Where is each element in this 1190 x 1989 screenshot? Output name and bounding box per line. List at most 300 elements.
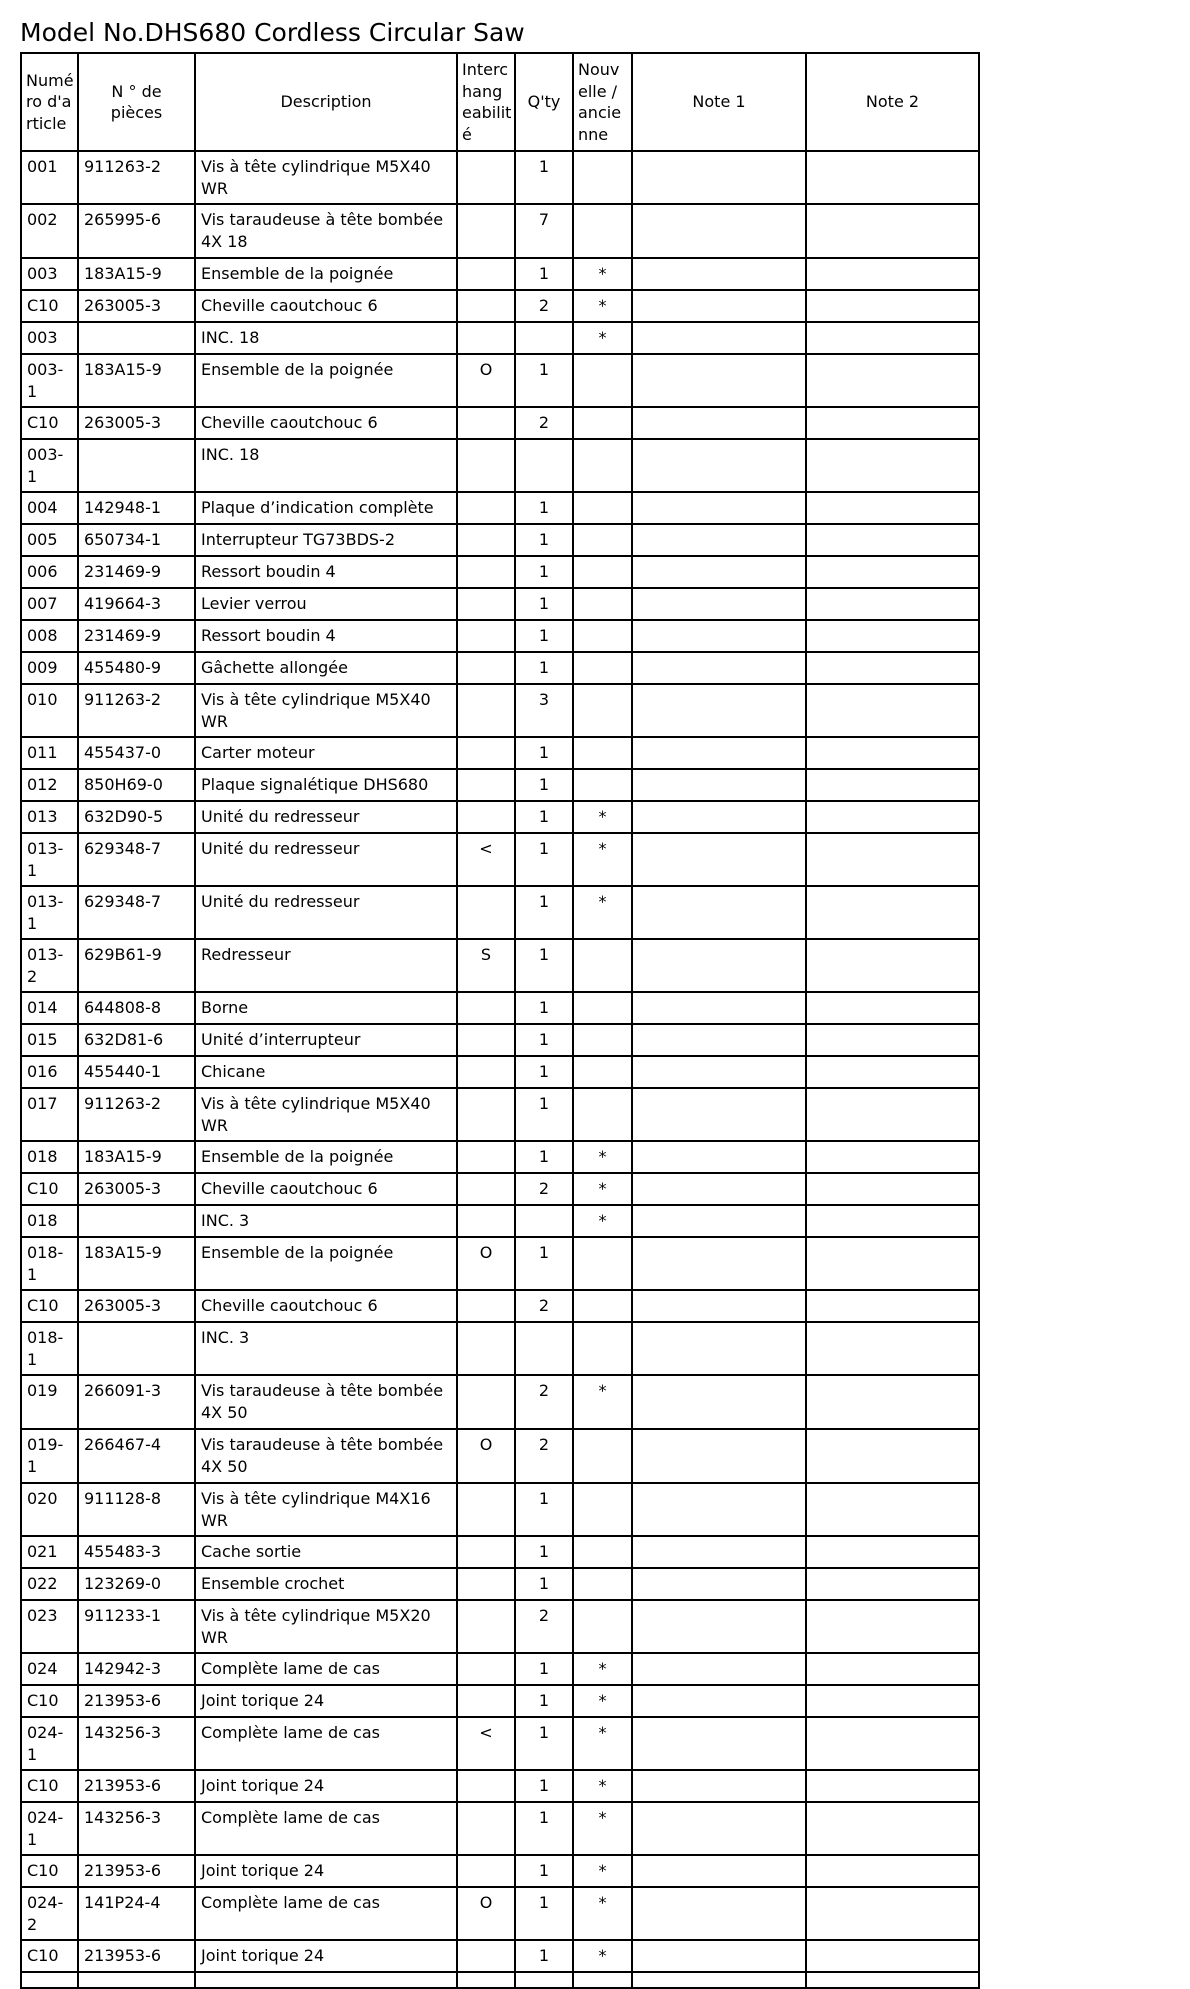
cell-item-number: 020 — [21, 1483, 78, 1536]
cell-part-number — [78, 1205, 195, 1237]
cell-note-1 — [632, 1205, 806, 1237]
cell-quantity: 1 — [515, 801, 573, 833]
cell-new-old — [573, 1429, 632, 1483]
cell-new-old: * — [573, 1802, 632, 1855]
cell-description: Ensemble de la poignée — [195, 1141, 457, 1173]
cell-new-old — [573, 588, 632, 620]
cell-quantity: 1 — [515, 1770, 573, 1802]
cell-interchangeability — [457, 1653, 515, 1685]
cell-part-number: 183A15-9 — [78, 1237, 195, 1290]
cell-item-number: 001 — [21, 151, 78, 204]
cell-part-number: 263005-3 — [78, 290, 195, 322]
cell-new-old — [573, 439, 632, 492]
cell-part-number: 263005-3 — [78, 1290, 195, 1322]
cell-quantity: 1 — [515, 1653, 573, 1685]
cell-quantity — [515, 1205, 573, 1237]
table-row — [21, 652, 979, 684]
table-row — [21, 1568, 979, 1600]
cell-interchangeability — [457, 1088, 515, 1141]
empty-cell — [806, 1972, 979, 1988]
cell-description: Ensemble de la poignée — [195, 1237, 457, 1290]
cell-new-old — [573, 1600, 632, 1653]
cell-item-number: 018-1 — [21, 1322, 78, 1375]
cell-description: Complète lame de cas — [195, 1802, 457, 1855]
cell-quantity: 2 — [515, 407, 573, 439]
cell-new-old — [573, 684, 632, 737]
cell-item-number: 017 — [21, 1088, 78, 1141]
table-row — [21, 1056, 979, 1088]
cell-description: INC. 3 — [195, 1205, 457, 1237]
cell-new-old: * — [573, 1940, 632, 1972]
cell-note-1 — [632, 290, 806, 322]
table-header-row — [21, 53, 979, 151]
cell-description: Borne — [195, 992, 457, 1024]
cell-part-number: 911233-1 — [78, 1600, 195, 1653]
cell-note-1 — [632, 258, 806, 290]
cell-note-1 — [632, 737, 806, 769]
cell-part-number: 142942-3 — [78, 1653, 195, 1685]
table-row — [21, 886, 979, 939]
table-row — [21, 1322, 979, 1375]
cell-note-2 — [806, 151, 979, 204]
empty-cell — [573, 1972, 632, 1988]
table-row — [21, 492, 979, 524]
cell-part-number: 911128-8 — [78, 1483, 195, 1536]
cell-quantity: 2 — [515, 1290, 573, 1322]
cell-part-number: 141P24-4 — [78, 1887, 195, 1940]
cell-part-number: 213953-6 — [78, 1855, 195, 1887]
cell-interchangeability — [457, 588, 515, 620]
cell-item-number: C10 — [21, 1685, 78, 1717]
cell-note-1 — [632, 556, 806, 588]
cell-part-number: 143256-3 — [78, 1717, 195, 1770]
cell-note-2 — [806, 1887, 979, 1940]
cell-note-1 — [632, 524, 806, 556]
cell-description: Ensemble de la poignée — [195, 354, 457, 407]
cell-new-old — [573, 407, 632, 439]
cell-interchangeability: O — [457, 1429, 515, 1483]
cell-item-number: 003 — [21, 322, 78, 354]
cell-description: Vis taraudeuse à tête bombée 4X 50 — [195, 1375, 457, 1429]
cell-note-1 — [632, 684, 806, 737]
cell-interchangeability — [457, 1375, 515, 1429]
cell-interchangeability — [457, 407, 515, 439]
cell-quantity: 1 — [515, 1141, 573, 1173]
cell-note-2 — [806, 1088, 979, 1141]
table-row — [21, 620, 979, 652]
cell-item-number: 018 — [21, 1141, 78, 1173]
cell-note-2 — [806, 322, 979, 354]
table-row — [21, 1802, 979, 1855]
cell-part-number: 629348-7 — [78, 833, 195, 886]
empty-cell — [457, 1972, 515, 1988]
table-row — [21, 1290, 979, 1322]
cell-interchangeability — [457, 684, 515, 737]
cell-quantity: 1 — [515, 1887, 573, 1940]
cell-description: Ressort boudin 4 — [195, 620, 457, 652]
table-row — [21, 1141, 979, 1173]
cell-quantity: 1 — [515, 1717, 573, 1770]
cell-note-1 — [632, 204, 806, 258]
cell-note-2 — [806, 1685, 979, 1717]
cell-part-number: 629B61-9 — [78, 939, 195, 992]
cell-new-old: * — [573, 801, 632, 833]
cell-part-number: 455483-3 — [78, 1536, 195, 1568]
cell-item-number: 003-1 — [21, 439, 78, 492]
header-part-number: N ° de pièces — [78, 53, 195, 151]
cell-interchangeability: S — [457, 939, 515, 992]
cell-item-number: 013-2 — [21, 939, 78, 992]
cell-description: Vis à tête cylindrique M5X40 WR — [195, 151, 457, 204]
cell-interchangeability — [457, 1685, 515, 1717]
cell-note-2 — [806, 1653, 979, 1685]
cell-part-number: 266091-3 — [78, 1375, 195, 1429]
cell-quantity: 1 — [515, 151, 573, 204]
cell-new-old: * — [573, 1887, 632, 1940]
cell-note-1 — [632, 1375, 806, 1429]
cell-interchangeability: O — [457, 1237, 515, 1290]
cell-quantity: 1 — [515, 886, 573, 939]
cell-note-1 — [632, 1536, 806, 1568]
cell-interchangeability: < — [457, 1717, 515, 1770]
cell-interchangeability: O — [457, 1887, 515, 1940]
cell-description: Chicane — [195, 1056, 457, 1088]
cell-note-2 — [806, 1290, 979, 1322]
cell-item-number: C10 — [21, 1770, 78, 1802]
cell-item-number: 006 — [21, 556, 78, 588]
cell-quantity: 1 — [515, 1855, 573, 1887]
cell-description: Unité du redresseur — [195, 886, 457, 939]
cell-item-number: 016 — [21, 1056, 78, 1088]
cell-note-1 — [632, 492, 806, 524]
cell-new-old: * — [573, 322, 632, 354]
cell-description: Cheville caoutchouc 6 — [195, 407, 457, 439]
cell-new-old — [573, 1568, 632, 1600]
header-new-old: Nouvelle / ancienne — [573, 53, 632, 151]
cell-note-1 — [632, 1290, 806, 1322]
cell-quantity: 1 — [515, 524, 573, 556]
cell-quantity: 1 — [515, 833, 573, 886]
cell-note-2 — [806, 992, 979, 1024]
table-row — [21, 439, 979, 492]
cell-quantity: 1 — [515, 492, 573, 524]
cell-description: Carter moteur — [195, 737, 457, 769]
cell-quantity: 1 — [515, 737, 573, 769]
cell-new-old: * — [573, 1173, 632, 1205]
table-row — [21, 1483, 979, 1536]
table-row — [21, 1024, 979, 1056]
cell-quantity: 1 — [515, 769, 573, 801]
cell-note-1 — [632, 833, 806, 886]
cell-item-number: 024-1 — [21, 1802, 78, 1855]
cell-quantity: 1 — [515, 1536, 573, 1568]
cell-interchangeability — [457, 322, 515, 354]
cell-part-number: 263005-3 — [78, 1173, 195, 1205]
cell-interchangeability — [457, 1141, 515, 1173]
cell-interchangeability — [457, 258, 515, 290]
cell-description: Gâchette allongée — [195, 652, 457, 684]
cell-new-old — [573, 492, 632, 524]
cell-quantity: 2 — [515, 1173, 573, 1205]
cell-item-number: 008 — [21, 620, 78, 652]
cell-quantity — [515, 439, 573, 492]
table-row — [21, 1855, 979, 1887]
table-row — [21, 151, 979, 204]
cell-note-1 — [632, 886, 806, 939]
cell-item-number: 018-1 — [21, 1237, 78, 1290]
cell-description: Complète lame de cas — [195, 1717, 457, 1770]
cell-new-old — [573, 992, 632, 1024]
cell-note-1 — [632, 439, 806, 492]
cell-description: Plaque signalétique DHS680 — [195, 769, 457, 801]
cell-new-old: * — [573, 258, 632, 290]
cell-interchangeability — [457, 992, 515, 1024]
cell-interchangeability — [457, 1024, 515, 1056]
cell-interchangeability: < — [457, 833, 515, 886]
cell-note-1 — [632, 1322, 806, 1375]
cell-part-number: 263005-3 — [78, 407, 195, 439]
table-row — [21, 204, 979, 258]
cell-description: Redresseur — [195, 939, 457, 992]
cell-item-number: 013 — [21, 801, 78, 833]
cell-description: Ensemble de la poignée — [195, 258, 457, 290]
cell-item-number: 013-1 — [21, 833, 78, 886]
cell-note-1 — [632, 1429, 806, 1483]
cell-interchangeability — [457, 492, 515, 524]
cell-note-1 — [632, 1237, 806, 1290]
cell-interchangeability: O — [457, 354, 515, 407]
cell-interchangeability — [457, 439, 515, 492]
cell-note-2 — [806, 354, 979, 407]
cell-quantity: 1 — [515, 620, 573, 652]
cell-quantity — [515, 322, 573, 354]
cell-note-2 — [806, 684, 979, 737]
cell-description: Complète lame de cas — [195, 1887, 457, 1940]
cell-note-1 — [632, 1802, 806, 1855]
cell-note-2 — [806, 556, 979, 588]
cell-note-2 — [806, 939, 979, 992]
cell-new-old — [573, 354, 632, 407]
cell-description: Cheville caoutchouc 6 — [195, 1290, 457, 1322]
table-row — [21, 354, 979, 407]
table-row — [21, 407, 979, 439]
cell-item-number: 014 — [21, 992, 78, 1024]
cell-item-number: 009 — [21, 652, 78, 684]
cell-quantity: 1 — [515, 992, 573, 1024]
cell-note-2 — [806, 407, 979, 439]
cell-note-2 — [806, 1940, 979, 1972]
table-row — [21, 833, 979, 886]
cell-description: INC. 18 — [195, 439, 457, 492]
cell-quantity: 1 — [515, 556, 573, 588]
table-row — [21, 290, 979, 322]
table-row — [21, 992, 979, 1024]
table-row — [21, 1205, 979, 1237]
cell-description: Cheville caoutchouc 6 — [195, 290, 457, 322]
cell-item-number: 010 — [21, 684, 78, 737]
cell-item-number: 019-1 — [21, 1429, 78, 1483]
cell-new-old — [573, 620, 632, 652]
cell-note-1 — [632, 1653, 806, 1685]
cell-note-1 — [632, 151, 806, 204]
cell-note-1 — [632, 1600, 806, 1653]
cell-quantity: 7 — [515, 204, 573, 258]
cell-note-1 — [632, 801, 806, 833]
cell-note-2 — [806, 1322, 979, 1375]
cell-quantity: 2 — [515, 1429, 573, 1483]
cell-item-number: 013-1 — [21, 886, 78, 939]
cell-note-1 — [632, 939, 806, 992]
table-row — [21, 1940, 979, 1972]
cell-description: INC. 3 — [195, 1322, 457, 1375]
cell-description: INC. 18 — [195, 322, 457, 354]
cell-note-2 — [806, 1429, 979, 1483]
table-row — [21, 322, 979, 354]
cell-part-number: 644808-8 — [78, 992, 195, 1024]
cell-note-2 — [806, 652, 979, 684]
cell-quantity: 1 — [515, 1237, 573, 1290]
cell-item-number: 011 — [21, 737, 78, 769]
cell-note-1 — [632, 1056, 806, 1088]
cell-new-old: * — [573, 1855, 632, 1887]
cell-quantity: 1 — [515, 258, 573, 290]
table-row — [21, 1375, 979, 1429]
cell-interchangeability — [457, 769, 515, 801]
cell-item-number: 023 — [21, 1600, 78, 1653]
cell-new-old: * — [573, 1717, 632, 1770]
empty-cell — [78, 1972, 195, 1988]
cell-part-number: 142948-1 — [78, 492, 195, 524]
cell-item-number: 022 — [21, 1568, 78, 1600]
table-row — [21, 1717, 979, 1770]
cell-note-1 — [632, 354, 806, 407]
cell-description: Cheville caoutchouc 6 — [195, 1173, 457, 1205]
cell-note-2 — [806, 1205, 979, 1237]
cell-quantity: 3 — [515, 684, 573, 737]
cell-interchangeability — [457, 1173, 515, 1205]
cell-new-old — [573, 1056, 632, 1088]
cell-note-2 — [806, 290, 979, 322]
cell-note-1 — [632, 769, 806, 801]
cell-item-number: 024-2 — [21, 1887, 78, 1940]
cell-note-2 — [806, 1770, 979, 1802]
table-row — [21, 1088, 979, 1141]
cell-interchangeability — [457, 620, 515, 652]
cell-quantity: 1 — [515, 1088, 573, 1141]
cell-interchangeability — [457, 1205, 515, 1237]
cell-quantity: 1 — [515, 652, 573, 684]
cell-item-number: 002 — [21, 204, 78, 258]
cell-description: Joint torique 24 — [195, 1685, 457, 1717]
cell-item-number: 003 — [21, 258, 78, 290]
cell-interchangeability — [457, 1568, 515, 1600]
cell-new-old: * — [573, 1141, 632, 1173]
cell-new-old: * — [573, 833, 632, 886]
table-row — [21, 556, 979, 588]
cell-item-number: 003-1 — [21, 354, 78, 407]
table-body — [21, 151, 979, 1988]
cell-part-number: 632D90-5 — [78, 801, 195, 833]
cell-description: Vis taraudeuse à tête bombée 4X 50 — [195, 1429, 457, 1483]
cell-quantity: 1 — [515, 1685, 573, 1717]
table-row — [21, 1536, 979, 1568]
cell-new-old — [573, 1290, 632, 1322]
cell-new-old — [573, 151, 632, 204]
header-description: Description — [195, 53, 457, 151]
cell-note-2 — [806, 801, 979, 833]
cell-note-1 — [632, 1887, 806, 1940]
cell-note-2 — [806, 737, 979, 769]
table-row — [21, 1237, 979, 1290]
cell-item-number: C10 — [21, 1855, 78, 1887]
cell-note-2 — [806, 1375, 979, 1429]
cell-note-2 — [806, 1717, 979, 1770]
cell-note-1 — [632, 322, 806, 354]
cell-item-number: C10 — [21, 1940, 78, 1972]
cell-quantity: 1 — [515, 1483, 573, 1536]
cell-interchangeability — [457, 1536, 515, 1568]
cell-note-1 — [632, 1685, 806, 1717]
cell-part-number: 650734-1 — [78, 524, 195, 556]
cell-interchangeability — [457, 1855, 515, 1887]
cell-note-1 — [632, 992, 806, 1024]
cell-part-number: 632D81-6 — [78, 1024, 195, 1056]
cell-item-number: C10 — [21, 290, 78, 322]
cell-description: Unité d’interrupteur — [195, 1024, 457, 1056]
header-interchangeability: Interchangeabilité — [457, 53, 515, 151]
cell-part-number: 455440-1 — [78, 1056, 195, 1088]
cell-part-number: 183A15-9 — [78, 258, 195, 290]
table-row — [21, 588, 979, 620]
cell-note-2 — [806, 1802, 979, 1855]
cell-item-number: 019 — [21, 1375, 78, 1429]
cell-description: Joint torique 24 — [195, 1770, 457, 1802]
header-note-2: Note 2 — [806, 53, 979, 151]
cell-note-2 — [806, 1600, 979, 1653]
cell-note-2 — [806, 1855, 979, 1887]
cell-note-1 — [632, 1024, 806, 1056]
cell-note-2 — [806, 588, 979, 620]
cell-note-1 — [632, 407, 806, 439]
cell-note-1 — [632, 1088, 806, 1141]
cell-quantity: 1 — [515, 939, 573, 992]
cell-part-number: 850H69-0 — [78, 769, 195, 801]
cell-item-number: C10 — [21, 1290, 78, 1322]
cell-note-2 — [806, 524, 979, 556]
cell-interchangeability — [457, 290, 515, 322]
cell-part-number: 629348-7 — [78, 886, 195, 939]
table-row — [21, 524, 979, 556]
cell-part-number: 123269-0 — [78, 1568, 195, 1600]
cell-note-2 — [806, 439, 979, 492]
cell-note-1 — [632, 1568, 806, 1600]
table-row — [21, 737, 979, 769]
cell-interchangeability — [457, 1483, 515, 1536]
cell-description: Plaque d’indication complète — [195, 492, 457, 524]
cell-new-old: * — [573, 1653, 632, 1685]
table-row — [21, 1429, 979, 1483]
cell-description: Joint torique 24 — [195, 1855, 457, 1887]
cell-note-2 — [806, 1024, 979, 1056]
cell-description: Levier verrou — [195, 588, 457, 620]
empty-cell — [21, 1972, 78, 1988]
table-row — [21, 1600, 979, 1653]
cell-new-old — [573, 1088, 632, 1141]
cell-part-number: 231469-9 — [78, 556, 195, 588]
cell-note-2 — [806, 1141, 979, 1173]
header-quantity: Q'ty — [515, 53, 573, 151]
table-row — [21, 1770, 979, 1802]
